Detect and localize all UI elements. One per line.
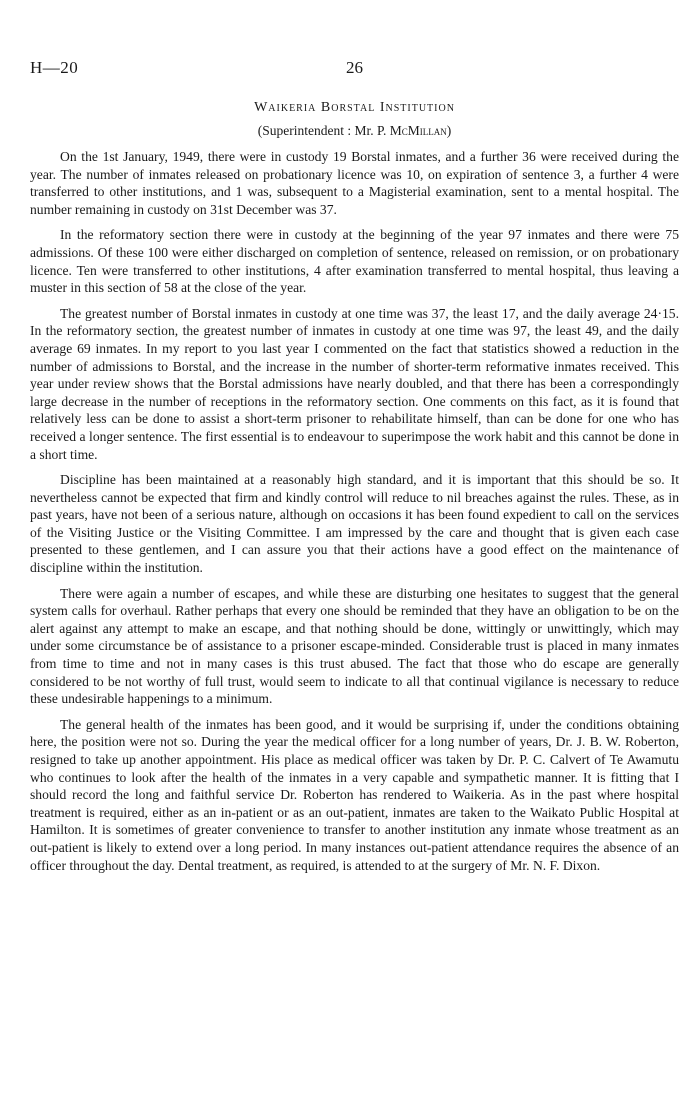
running-header: [30, 57, 679, 79]
body-text: [30, 148, 679, 882]
paragraph-health: The general health of the inmates has been good, and it would be surprising if, under the conditions obtaining here, the position were not so. During the year the medical officer for a long number of years, Dr. J. B. W. Roberton, resigned to take up another appointment. His place as medical officer was taken by Dr. P. C. Calvert of Te Awamutu who continues to look after the health of the inmates in a very capable and sympathetic manner. It is fitting that I should record the long and faithful service Dr. Roberton has rendered to Waikeria. As in the past where hospital treatment is required, either as an in-patient or as an out-patient, inmates are taken to the Waikato Public Hospital at Hamilton. It is sometimes of greater convenience to transfer to another institution any inmate whose treatment as an out-patient is likely to extend over a long period. In many instances out-patient attendance requires the absence of an officer throughout the day. Dental treatment, as required, is attended to at the surgery of Mr. N. F. Dixon.: [30, 716, 679, 873]
paragraph-reformatory-section: In the reformatory section there were in custody at the beginning of the year 97 inmates and there were 75 admissions. Of these 100 were either discharged on completion of sentence, released on remission, or on probationary licence. Ten were transferred to other institutions, 4 after examination transferred to mental hospital, thus leaving a muster in this section of 58 at the close of the year.: [30, 227, 679, 296]
paragraph-escapes: There were again a number of escapes, and while these are disturbing one hesitates to suggest that the general system calls for overhaul. Rather perhaps that every one should be reminded that they have an obligation to be on the alert against any attempt to make an escape, and that nothing should be done, wittingly or unwittingly, which may under some circumstance be of assistance to a prisoner escape-minded. Considerable trust is placed in many inmates from time to time and not in many cases is this trust abused. The fact that those who do escape are generally considered to be not worthy of full trust, would seem to indicate to all that continual vigilance is necessary to reduce these undesirable happenings to a minimum.: [30, 585, 679, 707]
subtitle-suffix: ): [446, 123, 452, 138]
superintendent-name: McMillan: [389, 123, 447, 138]
paragraph-custody-borstal: On the 1st January, 1949, there were in custody 19 Borstal inmates, and a further 36 were received during the year. The number of inmates released on probationary licence was 10, on expiration of sentence 3, a further 4 were transferred to other institutions, and 1 was, subsequent to a Magisterial examination, sent to a mental hospital. The number remaining in custody on 31st December was 37.: [30, 149, 679, 217]
paragraph-discipline: Discipline has been maintained at a reasonably high standard, and it is important that this should be so. It nevertheless cannot be expected that firm and kindly control will reduce to nil breaches against the rules. These, as in past years, have not been of a serious nature, although on occasions it has been found expedient to call on the services of the Visiting Justice or the Visiting Committee. I am impressed by the care and thought that is given each case presented to these gentlemen, and I can assure you that their actions have a good effect on the maintenance of discipline within the institution.: [30, 472, 679, 576]
page-number: 26: [346, 58, 363, 77]
section-title: Waikeria Borstal Institution: [254, 100, 455, 115]
paragraph-statistics: The greatest number of Borstal inmates in custody at one time was 37, the least 17, and the daily average 24·15. In the reformatory section, the greatest number of inmates in custody at one time was 97, the least 49, and the daily average 69 inmates. In my report to you last year I commented on the fact that statistics showed a reduction in the number of admissions to Borstal, and the increase in the number of shorter-term reformative inmates received. This year under review shows that the Borstal admissions have nearly doubled, and that there has been a correspondingly large decrease in the number of receptions in the reformatory section. One comments on this fact, as it is found that relatively less can be done to assist a short-term prisoner to rehabilitate himself, than can be done for one who has received a longer sentence. The first essential is to endeavour to superimpose the work habit and this cannot be done in a short time.: [30, 305, 679, 462]
subtitle-prefix: (Superintendent : Mr. P.: [257, 123, 390, 138]
section-subtitle: [30, 121, 679, 141]
document-reference: H—20: [30, 58, 79, 77]
